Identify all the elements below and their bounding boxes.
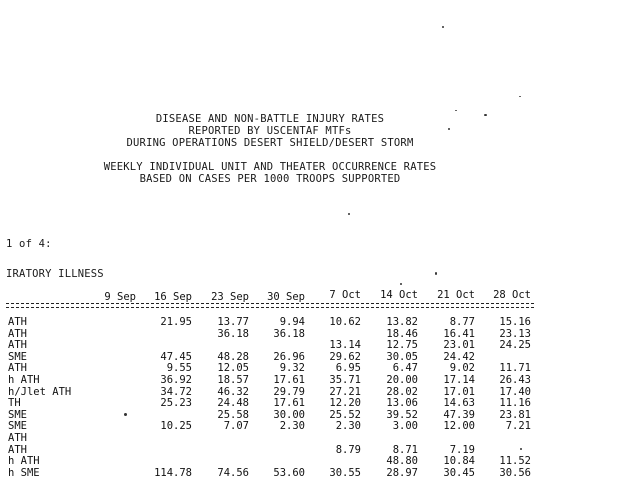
rate-cell: 8.71 — [392, 444, 418, 456]
rate-cell: 48.28 — [217, 351, 249, 363]
scan-speck — [484, 114, 487, 116]
rate-cell: 21.95 — [160, 316, 192, 328]
row-label: ATH — [8, 316, 27, 328]
rate-cell: 29.79 — [273, 386, 305, 398]
rate-cell: 39.52 — [386, 409, 418, 421]
row-label: ATH — [8, 328, 27, 340]
rate-cell: 48.80 — [386, 455, 418, 467]
rate-cell: 6.47 — [392, 362, 418, 374]
rate-cell: 114.78 — [154, 467, 192, 479]
rate-cell: 25.58 — [217, 409, 249, 421]
rate-cell: 14.63 — [443, 397, 475, 409]
rate-cell: 24.48 — [217, 397, 249, 409]
rate-cell: 11.71 — [499, 362, 531, 374]
row-label: ATH — [8, 444, 27, 456]
rate-cell: 13.06 — [386, 397, 418, 409]
rate-cell: 9.02 — [449, 362, 475, 374]
rate-cell: 30.00 — [273, 409, 305, 421]
rate-cell: 6.95 — [335, 362, 361, 374]
rate-cell: 24.42 — [443, 351, 475, 363]
rate-cell: 20.00 — [386, 374, 418, 386]
scan-speck — [400, 283, 402, 285]
header-double-rule — [6, 303, 534, 308]
title-line-2: REPORTED BY USCENTAF MTFs — [188, 125, 352, 137]
rate-cell: 30.56 — [499, 467, 531, 479]
rate-cell: 8.77 — [449, 316, 475, 328]
rate-cell: 35.71 — [329, 374, 361, 386]
rate-cell: 18.46 — [386, 328, 418, 340]
rate-cell: 47.45 — [160, 351, 192, 363]
rate-cell: 10.25 — [160, 420, 192, 432]
rate-cell: 7.07 — [223, 420, 249, 432]
rate-cell: 17.40 — [499, 386, 531, 398]
title-line-3: DURING OPERATIONS DESERT SHIELD/DESERT STORM — [126, 137, 414, 149]
rate-cell: 13.14 — [329, 339, 361, 351]
row-label: ATH — [8, 432, 27, 444]
rate-cell: 12.05 — [217, 362, 249, 374]
rate-cell: 9.32 — [279, 362, 305, 374]
rate-cell: 2.30 — [279, 420, 305, 432]
title-line-1: DISEASE AND NON-BATTLE INJURY RATES — [155, 113, 385, 125]
section-label: IRATORY ILLNESS — [6, 268, 104, 280]
scan-speck — [455, 110, 457, 111]
row-label: SME — [8, 351, 27, 363]
rate-cell: 17.01 — [443, 386, 475, 398]
rate-cell: 25.52 — [329, 409, 361, 421]
column-header: 14 Oct — [380, 289, 418, 301]
rate-cell: 17.61 — [273, 397, 305, 409]
scan-speck — [519, 96, 521, 97]
scan-speck — [435, 272, 437, 275]
scan-speck — [348, 213, 350, 215]
subtitle-line-2: BASED ON CASES PER 1000 TROOPS SUPPORTED — [139, 173, 401, 185]
rate-cell: 7.21 — [505, 420, 531, 432]
rate-cell: 30.05 — [386, 351, 418, 363]
rate-cell: 23.01 — [443, 339, 475, 351]
row-label: h/Jlet ATH — [8, 386, 72, 398]
rate-cell: 8.79 — [335, 444, 361, 456]
rate-cell: 74.56 — [217, 467, 249, 479]
rate-cell: 23.81 — [499, 409, 531, 421]
row-label: ATH — [8, 339, 27, 351]
rate-cell: 28.02 — [386, 386, 418, 398]
rate-cell: 9.55 — [166, 362, 192, 374]
rate-cell: 24.25 — [499, 339, 531, 351]
rate-cell: 36.18 — [273, 328, 305, 340]
column-header: 28 Oct — [493, 289, 531, 301]
rate-cell: 12.75 — [386, 339, 418, 351]
rate-cell: 30.55 — [329, 467, 361, 479]
rate-cell: 17.61 — [273, 374, 305, 386]
rate-cell: 15.16 — [499, 316, 531, 328]
rate-cell: 10.62 — [329, 316, 361, 328]
rate-cell: 34.72 — [160, 386, 192, 398]
rate-cell: 11.16 — [499, 397, 531, 409]
column-header: 30 Sep — [267, 291, 305, 303]
rate-cell: 11.52 — [499, 455, 531, 467]
scan-speck — [442, 26, 444, 28]
row-label: TH — [8, 397, 21, 409]
rate-cell: 27.21 — [329, 386, 361, 398]
row-label: h ATH — [8, 455, 40, 467]
rate-cell: 2.30 — [335, 420, 361, 432]
rate-cell: 13.77 — [217, 316, 249, 328]
rate-cell: 23.13 — [499, 328, 531, 340]
row-label: SME — [8, 409, 27, 421]
rate-cell: 7.19 — [449, 444, 475, 456]
page-label: 1 of 4: — [6, 238, 52, 250]
rate-cell: 26.43 — [499, 374, 531, 386]
rate-cell: 16.41 — [443, 328, 475, 340]
rate-cell: 26.96 — [273, 351, 305, 363]
rate-cell: 25.23 — [160, 397, 192, 409]
rate-cell: 3.00 — [392, 420, 418, 432]
row-label: SME — [8, 420, 27, 432]
rate-cell: 10.84 — [443, 455, 475, 467]
row-label: ATH — [8, 362, 27, 374]
rate-cell: 12.00 — [443, 420, 475, 432]
rate-cell: 28.97 — [386, 467, 418, 479]
rate-cell: 53.60 — [273, 467, 305, 479]
rate-cell: 13.82 — [386, 316, 418, 328]
rate-cell: 17.14 — [443, 374, 475, 386]
column-header: 16 Sep — [154, 291, 192, 303]
row-label: h SME — [8, 467, 40, 479]
rate-cell: 18.57 — [217, 374, 249, 386]
rate-cell: 47.39 — [443, 409, 475, 421]
column-header: 23 Sep — [211, 291, 249, 303]
row-label: h ATH — [8, 374, 40, 386]
rate-cell: 36.92 — [160, 374, 192, 386]
rate-cell: 9.94 — [279, 316, 305, 328]
rate-cell: 29.62 — [329, 351, 361, 363]
subtitle-line-1: WEEKLY INDIVIDUAL UNIT AND THEATER OCCURRENCE RATES — [103, 161, 437, 173]
scan-speck — [520, 448, 522, 450]
rate-cell: 12.20 — [329, 397, 361, 409]
rate-cell: 46.32 — [217, 386, 249, 398]
rate-cell: 36.18 — [217, 328, 249, 340]
scan-speck — [124, 413, 127, 416]
column-header: 21 Oct — [437, 289, 475, 301]
rate-cell: 30.45 — [443, 467, 475, 479]
scan-speck — [448, 128, 450, 130]
column-header: 7 Oct — [329, 289, 361, 301]
column-header: 9 Sep — [104, 291, 136, 303]
